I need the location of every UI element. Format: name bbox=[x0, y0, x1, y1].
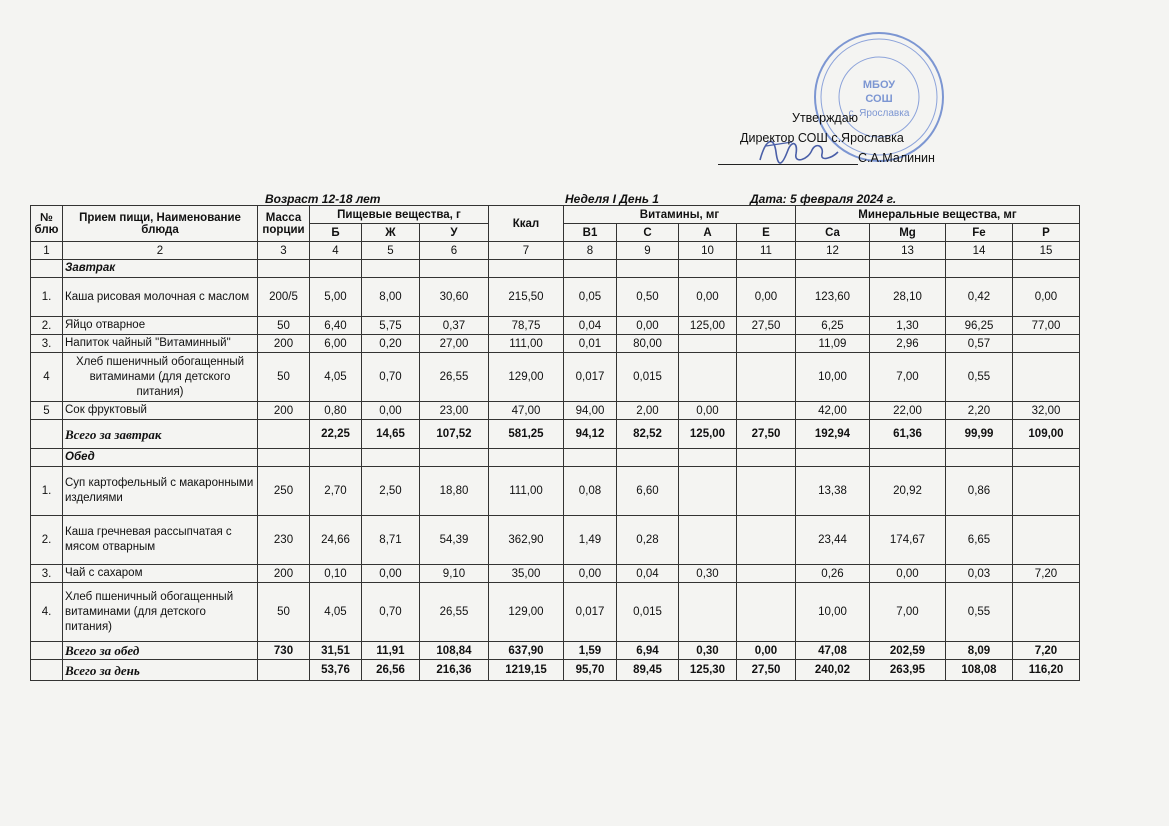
dish-number: 2. bbox=[31, 516, 63, 565]
empty-cell bbox=[1013, 260, 1080, 278]
value-cell: 54,39 bbox=[420, 516, 489, 565]
value-cell: 18,80 bbox=[420, 467, 489, 516]
dish-name: Напиток чайный "Витаминный" bbox=[63, 335, 258, 353]
value-cell bbox=[679, 467, 737, 516]
value-cell: 0,017 bbox=[564, 583, 617, 642]
column-number: 1 bbox=[31, 242, 63, 260]
value-cell bbox=[258, 660, 310, 681]
value-cell: 6,94 bbox=[617, 642, 679, 660]
svg-text:МБОУ: МБОУ bbox=[862, 79, 896, 91]
menu-table bbox=[30, 205, 1080, 681]
value-cell: 27,50 bbox=[737, 317, 796, 335]
value-cell bbox=[1013, 467, 1080, 516]
dish-number: 4 bbox=[31, 353, 63, 402]
empty-cell bbox=[946, 449, 1013, 467]
value-cell bbox=[737, 335, 796, 353]
column-number: 2 bbox=[63, 242, 258, 260]
header-no: № блю bbox=[31, 206, 63, 242]
value-cell: 0,015 bbox=[617, 583, 679, 642]
empty-cell bbox=[258, 260, 310, 278]
value-cell: 0,50 bbox=[617, 278, 679, 317]
dish-name: Хлеб пшеничный обогащенный витаминами (для детского питания) bbox=[63, 583, 258, 642]
header-sub: P bbox=[1013, 224, 1080, 242]
empty-cell bbox=[489, 449, 564, 467]
column-number: 5 bbox=[362, 242, 420, 260]
column-number: 15 bbox=[1013, 242, 1080, 260]
column-number: 3 bbox=[258, 242, 310, 260]
header-row-1 bbox=[31, 206, 1080, 224]
value-cell: 1,59 bbox=[564, 642, 617, 660]
svg-text:СОШ: СОШ bbox=[865, 93, 893, 105]
total-label: Всего за день bbox=[63, 660, 258, 681]
value-cell bbox=[737, 402, 796, 420]
value-cell: 1,30 bbox=[870, 317, 946, 335]
column-number: 13 bbox=[870, 242, 946, 260]
approval-block bbox=[710, 108, 960, 168]
value-cell: 263,95 bbox=[870, 660, 946, 681]
value-cell: 8,00 bbox=[362, 278, 420, 317]
value-cell: 2,96 bbox=[870, 335, 946, 353]
value-cell: 0,01 bbox=[564, 335, 617, 353]
column-number: 9 bbox=[617, 242, 679, 260]
approval-position: Директор СОШ с.Ярославка bbox=[740, 131, 904, 145]
value-cell: 0,00 bbox=[737, 278, 796, 317]
value-cell: 27,00 bbox=[420, 335, 489, 353]
value-cell: 129,00 bbox=[489, 583, 564, 642]
value-cell: 0,00 bbox=[362, 402, 420, 420]
value-cell: 30,60 bbox=[420, 278, 489, 317]
empty-cell bbox=[796, 260, 870, 278]
header-sub: Fe bbox=[946, 224, 1013, 242]
dish-number: 4. bbox=[31, 583, 63, 642]
value-cell: 109,00 bbox=[1013, 420, 1080, 449]
section-title: Завтрак bbox=[63, 260, 258, 278]
header-sub: Ж bbox=[362, 224, 420, 242]
empty-cell bbox=[870, 260, 946, 278]
header-sub: Б bbox=[310, 224, 362, 242]
value-cell bbox=[1013, 583, 1080, 642]
value-cell: 250 bbox=[258, 467, 310, 516]
value-cell: 108,84 bbox=[420, 642, 489, 660]
value-cell: 200 bbox=[258, 402, 310, 420]
dish-number bbox=[31, 660, 63, 681]
value-cell: 47,08 bbox=[796, 642, 870, 660]
value-cell: 77,00 bbox=[1013, 317, 1080, 335]
empty-cell bbox=[564, 449, 617, 467]
value-cell: 61,36 bbox=[870, 420, 946, 449]
value-cell: 26,55 bbox=[420, 353, 489, 402]
section-row bbox=[31, 260, 1080, 278]
empty-cell bbox=[564, 260, 617, 278]
empty-cell bbox=[31, 449, 63, 467]
dish-name: Суп картофельный с макаронными изделиями bbox=[63, 467, 258, 516]
value-cell: 7,00 bbox=[870, 353, 946, 402]
value-cell: 0,30 bbox=[679, 565, 737, 583]
empty-cell bbox=[737, 260, 796, 278]
section-title: Обед bbox=[63, 449, 258, 467]
value-cell: 0,70 bbox=[362, 583, 420, 642]
value-cell: 94,12 bbox=[564, 420, 617, 449]
empty-cell bbox=[946, 260, 1013, 278]
value-cell: 0,08 bbox=[564, 467, 617, 516]
value-cell: 50 bbox=[258, 353, 310, 402]
table-row bbox=[31, 353, 1080, 402]
value-cell: 23,00 bbox=[420, 402, 489, 420]
value-cell bbox=[1013, 353, 1080, 402]
header-meal: Прием пищи, Наименование блюда bbox=[63, 206, 258, 242]
value-cell: 200 bbox=[258, 335, 310, 353]
value-cell: 0,30 bbox=[679, 642, 737, 660]
value-cell: 125,00 bbox=[679, 317, 737, 335]
value-cell: 2,00 bbox=[617, 402, 679, 420]
value-cell: 47,00 bbox=[489, 402, 564, 420]
value-cell: 230 bbox=[258, 516, 310, 565]
value-cell: 27,50 bbox=[737, 420, 796, 449]
table-row bbox=[31, 317, 1080, 335]
header-sub: Mg bbox=[870, 224, 946, 242]
value-cell bbox=[737, 467, 796, 516]
table-row bbox=[31, 583, 1080, 642]
value-cell: 0,04 bbox=[617, 565, 679, 583]
value-cell: 14,65 bbox=[362, 420, 420, 449]
value-cell: 26,55 bbox=[420, 583, 489, 642]
value-cell: 23,44 bbox=[796, 516, 870, 565]
value-cell: 107,52 bbox=[420, 420, 489, 449]
value-cell: 0,55 bbox=[946, 583, 1013, 642]
empty-cell bbox=[362, 260, 420, 278]
value-cell: 2,50 bbox=[362, 467, 420, 516]
value-cell: 4,05 bbox=[310, 583, 362, 642]
empty-cell bbox=[489, 260, 564, 278]
value-cell: 0,00 bbox=[679, 402, 737, 420]
value-cell bbox=[737, 516, 796, 565]
dish-number: 1. bbox=[31, 278, 63, 317]
column-number: 6 bbox=[420, 242, 489, 260]
header-sub: В1 bbox=[564, 224, 617, 242]
column-number: 8 bbox=[564, 242, 617, 260]
empty-cell bbox=[679, 449, 737, 467]
value-cell bbox=[737, 583, 796, 642]
value-cell: 0,017 bbox=[564, 353, 617, 402]
empty-cell bbox=[870, 449, 946, 467]
value-cell: 0,37 bbox=[420, 317, 489, 335]
value-cell: 8,71 bbox=[362, 516, 420, 565]
value-cell: 581,25 bbox=[489, 420, 564, 449]
value-cell: 80,00 bbox=[617, 335, 679, 353]
value-cell: 637,90 bbox=[489, 642, 564, 660]
value-cell: 6,65 bbox=[946, 516, 1013, 565]
value-cell: 0,70 bbox=[362, 353, 420, 402]
value-cell: 89,45 bbox=[617, 660, 679, 681]
empty-cell bbox=[1013, 449, 1080, 467]
value-cell: 0,03 bbox=[946, 565, 1013, 583]
value-cell: 216,36 bbox=[420, 660, 489, 681]
column-number: 12 bbox=[796, 242, 870, 260]
dish-number bbox=[31, 420, 63, 449]
value-cell: 7,20 bbox=[1013, 565, 1080, 583]
value-cell: 0,00 bbox=[1013, 278, 1080, 317]
column-number: 11 bbox=[737, 242, 796, 260]
dish-number bbox=[31, 642, 63, 660]
value-cell: 7,20 bbox=[1013, 642, 1080, 660]
value-cell: 0,015 bbox=[617, 353, 679, 402]
value-cell: 129,00 bbox=[489, 353, 564, 402]
value-cell bbox=[679, 353, 737, 402]
value-cell: 0,00 bbox=[870, 565, 946, 583]
dish-number: 5 bbox=[31, 402, 63, 420]
empty-cell bbox=[420, 449, 489, 467]
value-cell bbox=[258, 420, 310, 449]
dish-name: Чай с сахаром bbox=[63, 565, 258, 583]
value-cell: 125,30 bbox=[679, 660, 737, 681]
header-sub: С bbox=[617, 224, 679, 242]
value-cell: 42,00 bbox=[796, 402, 870, 420]
value-cell bbox=[1013, 516, 1080, 565]
value-cell: 22,25 bbox=[310, 420, 362, 449]
value-cell: 2,70 bbox=[310, 467, 362, 516]
value-cell: 82,52 bbox=[617, 420, 679, 449]
total-row bbox=[31, 660, 1080, 681]
total-label: Всего за обед bbox=[63, 642, 258, 660]
value-cell: 6,60 bbox=[617, 467, 679, 516]
value-cell: 11,09 bbox=[796, 335, 870, 353]
table-row bbox=[31, 516, 1080, 565]
empty-cell bbox=[310, 260, 362, 278]
value-cell bbox=[679, 583, 737, 642]
value-cell: 0,28 bbox=[617, 516, 679, 565]
header-sub: У bbox=[420, 224, 489, 242]
empty-cell bbox=[258, 449, 310, 467]
empty-cell bbox=[679, 260, 737, 278]
value-cell: 32,00 bbox=[1013, 402, 1080, 420]
value-cell: 78,75 bbox=[489, 317, 564, 335]
empty-cell bbox=[617, 449, 679, 467]
value-cell bbox=[679, 335, 737, 353]
column-number-row bbox=[31, 242, 1080, 260]
value-cell: 6,40 bbox=[310, 317, 362, 335]
table-row bbox=[31, 335, 1080, 353]
table-row bbox=[31, 467, 1080, 516]
empty-cell bbox=[420, 260, 489, 278]
week-day-label: Неделя I День 1 bbox=[565, 192, 659, 206]
value-cell: 24,66 bbox=[310, 516, 362, 565]
empty-cell bbox=[31, 260, 63, 278]
column-number: 14 bbox=[946, 242, 1013, 260]
value-cell: 1,49 bbox=[564, 516, 617, 565]
value-cell bbox=[737, 565, 796, 583]
dish-name: Сок фруктовый bbox=[63, 402, 258, 420]
value-cell: 53,76 bbox=[310, 660, 362, 681]
dish-name: Каша гречневая рассыпчатая с мясом отварным bbox=[63, 516, 258, 565]
value-cell: 0,04 bbox=[564, 317, 617, 335]
table-row bbox=[31, 278, 1080, 317]
value-cell: 111,00 bbox=[489, 335, 564, 353]
value-cell: 22,00 bbox=[870, 402, 946, 420]
dish-number: 2. bbox=[31, 317, 63, 335]
value-cell: 95,70 bbox=[564, 660, 617, 681]
header-minerals: Минеральные вещества, мг bbox=[796, 206, 1080, 224]
dish-name: Хлеб пшеничный обогащенный витаминами (для детского питания) bbox=[63, 353, 258, 402]
value-cell: 730 bbox=[258, 642, 310, 660]
value-cell: 99,99 bbox=[946, 420, 1013, 449]
header-sub: Е bbox=[737, 224, 796, 242]
value-cell bbox=[679, 516, 737, 565]
value-cell: 27,50 bbox=[737, 660, 796, 681]
value-cell: 0,80 bbox=[310, 402, 362, 420]
value-cell: 0,00 bbox=[737, 642, 796, 660]
empty-cell bbox=[617, 260, 679, 278]
svg-text:с. Ярославка: с. Ярославка bbox=[848, 108, 910, 119]
value-cell: 94,00 bbox=[564, 402, 617, 420]
value-cell: 2,20 bbox=[946, 402, 1013, 420]
value-cell: 215,50 bbox=[489, 278, 564, 317]
value-cell: 111,00 bbox=[489, 467, 564, 516]
value-cell bbox=[737, 353, 796, 402]
value-cell: 200 bbox=[258, 565, 310, 583]
dish-number: 3. bbox=[31, 335, 63, 353]
value-cell: 200/5 bbox=[258, 278, 310, 317]
value-cell: 123,60 bbox=[796, 278, 870, 317]
value-cell: 8,09 bbox=[946, 642, 1013, 660]
empty-cell bbox=[362, 449, 420, 467]
value-cell: 96,25 bbox=[946, 317, 1013, 335]
table-row bbox=[31, 565, 1080, 583]
value-cell: 202,59 bbox=[870, 642, 946, 660]
empty-cell bbox=[310, 449, 362, 467]
director-name: С.А.Малинин bbox=[858, 151, 935, 165]
value-cell: 11,91 bbox=[362, 642, 420, 660]
value-cell: 116,20 bbox=[1013, 660, 1080, 681]
section-row bbox=[31, 449, 1080, 467]
value-cell: 0,26 bbox=[796, 565, 870, 583]
value-cell: 0,86 bbox=[946, 467, 1013, 516]
value-cell: 362,90 bbox=[489, 516, 564, 565]
total-row bbox=[31, 420, 1080, 449]
column-number: 4 bbox=[310, 242, 362, 260]
approval-signatory bbox=[710, 148, 960, 168]
value-cell: 20,92 bbox=[870, 467, 946, 516]
value-cell: 1219,15 bbox=[489, 660, 564, 681]
value-cell: 26,56 bbox=[362, 660, 420, 681]
value-cell: 13,38 bbox=[796, 467, 870, 516]
value-cell: 10,00 bbox=[796, 353, 870, 402]
approval-title: Утверждаю bbox=[792, 111, 859, 125]
value-cell: 0,00 bbox=[679, 278, 737, 317]
column-number: 7 bbox=[489, 242, 564, 260]
header-sub: А bbox=[679, 224, 737, 242]
value-cell: 50 bbox=[258, 317, 310, 335]
value-cell: 9,10 bbox=[420, 565, 489, 583]
column-number: 10 bbox=[679, 242, 737, 260]
dish-name: Яйцо отварное bbox=[63, 317, 258, 335]
value-cell bbox=[1013, 335, 1080, 353]
value-cell: 35,00 bbox=[489, 565, 564, 583]
header-mass: Масса порции bbox=[258, 206, 310, 242]
dish-name: Каша рисовая молочная с маслом bbox=[63, 278, 258, 317]
value-cell: 174,67 bbox=[870, 516, 946, 565]
value-cell: 0,57 bbox=[946, 335, 1013, 353]
value-cell: 7,00 bbox=[870, 583, 946, 642]
value-cell: 10,00 bbox=[796, 583, 870, 642]
total-row bbox=[31, 642, 1080, 660]
value-cell: 31,51 bbox=[310, 642, 362, 660]
value-cell: 28,10 bbox=[870, 278, 946, 317]
value-cell: 5,00 bbox=[310, 278, 362, 317]
empty-cell bbox=[796, 449, 870, 467]
header-kcal: Ккал bbox=[489, 206, 564, 242]
value-cell: 0,20 bbox=[362, 335, 420, 353]
value-cell: 0,00 bbox=[362, 565, 420, 583]
age-label: Возраст 12-18 лет bbox=[265, 192, 381, 206]
header-nutrients: Пищевые вещества, г bbox=[310, 206, 489, 224]
value-cell: 108,08 bbox=[946, 660, 1013, 681]
header-vitamins: Витамины, мг bbox=[564, 206, 796, 224]
total-label: Всего за завтрак bbox=[63, 420, 258, 449]
value-cell: 240,02 bbox=[796, 660, 870, 681]
value-cell: 5,75 bbox=[362, 317, 420, 335]
value-cell: 6,00 bbox=[310, 335, 362, 353]
date-label: Дата: 5 февраля 2024 г. bbox=[750, 192, 897, 206]
value-cell: 125,00 bbox=[679, 420, 737, 449]
value-cell: 0,00 bbox=[617, 317, 679, 335]
table-row bbox=[31, 402, 1080, 420]
value-cell: 0,05 bbox=[564, 278, 617, 317]
value-cell: 50 bbox=[258, 583, 310, 642]
value-cell: 0,42 bbox=[946, 278, 1013, 317]
header-sub: Ca bbox=[796, 224, 870, 242]
value-cell: 0,55 bbox=[946, 353, 1013, 402]
value-cell: 192,94 bbox=[796, 420, 870, 449]
empty-cell bbox=[737, 449, 796, 467]
dish-number: 1. bbox=[31, 467, 63, 516]
value-cell: 4,05 bbox=[310, 353, 362, 402]
value-cell: 0,10 bbox=[310, 565, 362, 583]
value-cell: 0,00 bbox=[564, 565, 617, 583]
dish-number: 3. bbox=[31, 565, 63, 583]
value-cell: 6,25 bbox=[796, 317, 870, 335]
